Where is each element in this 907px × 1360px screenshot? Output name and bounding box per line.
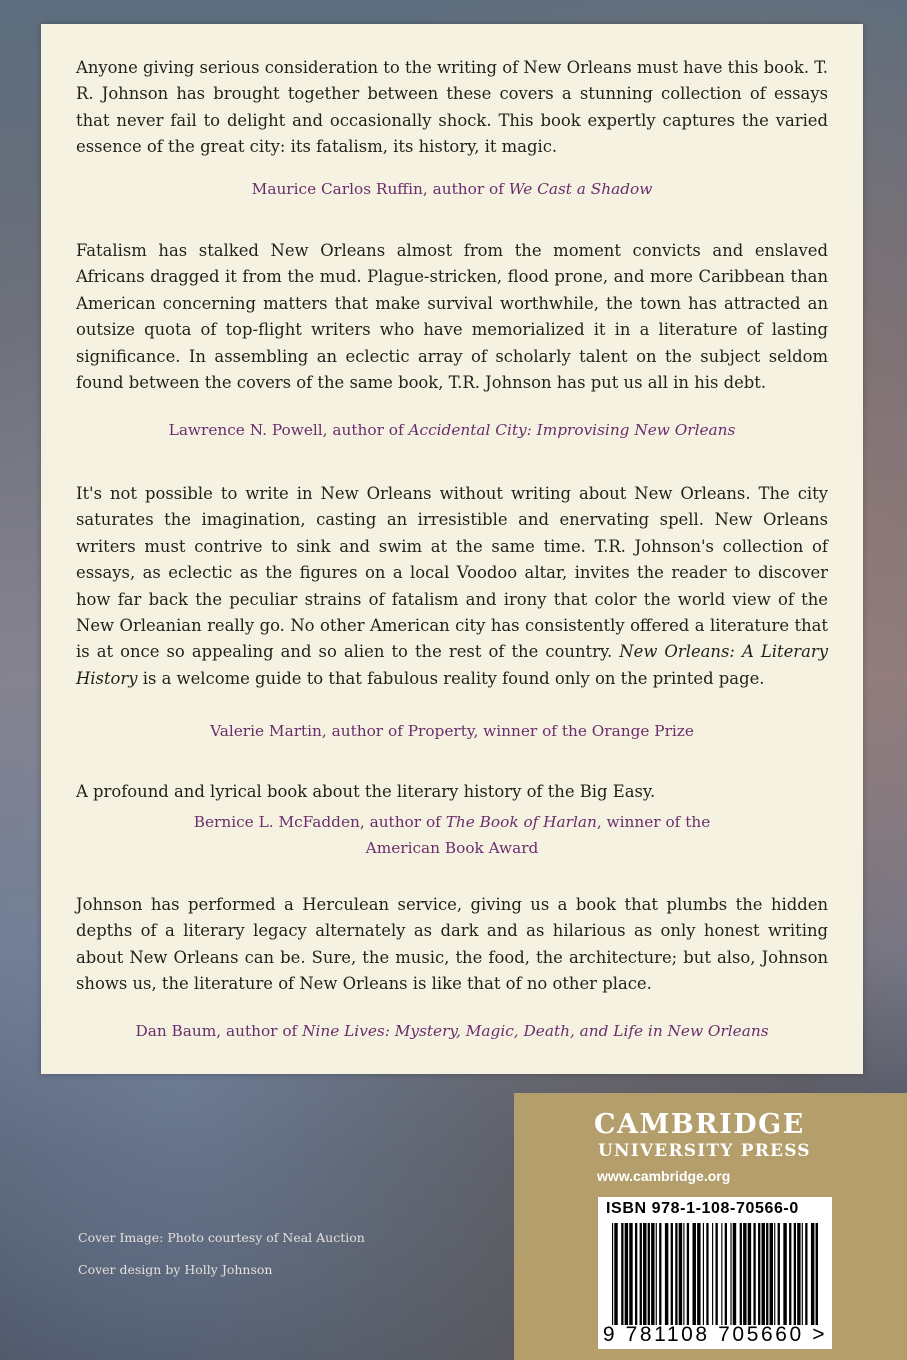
barcode-digits: 9 781108 705660 > xyxy=(602,1323,828,1346)
barcode-bar xyxy=(625,1223,628,1325)
barcode-bar xyxy=(651,1223,654,1325)
barcode-bar xyxy=(687,1223,689,1325)
barcode-bar xyxy=(621,1223,623,1325)
barcode-bar xyxy=(683,1223,684,1325)
attribution-1 xyxy=(76,176,828,202)
blurb-3-text: It's not possible to write in New Orleans without writing about New Orleans. The city saturates the imagination, casting an irresistible and enervating spell. New Orleans writers must contrive to sink and swim at the same time. T.R. Johnson's collection of essays, as eclectic as the figures on a local Voodoo altar, invites the reader to discover how far back the peculiar strains of fatalism and irony that color the world view of the New Orleanian really go. No other American city has consistently offered a literature that is at once so appealing and so alien to the rest of the country. xyxy=(76,484,828,662)
barcode-bar xyxy=(721,1223,722,1325)
barcode-bar xyxy=(612,1223,613,1325)
barcode-bar xyxy=(743,1223,746,1325)
blurb-4: A profound and lyrical book about the literary history of the Big Easy. xyxy=(76,782,656,801)
barcode-bar xyxy=(640,1223,642,1325)
barcode-bar xyxy=(712,1223,713,1325)
attribution-line2: American Book Award xyxy=(365,839,539,857)
publisher-url: www.cambridge.org xyxy=(597,1168,731,1184)
attribution-tail: , winner of the xyxy=(596,813,711,831)
barcode-bar xyxy=(797,1223,800,1325)
attribution-3: Valerie Martin, author of Property, winner of the Orange Prize xyxy=(210,722,694,740)
barcode-bar xyxy=(614,1223,617,1325)
barcode-bar xyxy=(725,1223,727,1325)
attribution-author: Maurice Carlos Ruffin, author of xyxy=(251,180,509,198)
blurb-3-text-end: is a welcome guide to that fabulous reality found only on the printed page. xyxy=(137,668,765,688)
barcode-bar xyxy=(753,1223,755,1325)
blurb-1: Anyone giving serious consideration to the writing of New Orleans must have this book. T. R. Johnson has brought together between these covers a stunning collection of essays that never fail to delight and occasionally shock. This book expertly captures the varied essence of the great city: its fatalism, its history, it magic. xyxy=(76,58,828,157)
barcode-bar xyxy=(679,1223,682,1325)
isbn-label: ISBN 978-1-108-70566-0 xyxy=(606,1200,799,1217)
attribution-work: The Book of Harlan xyxy=(445,813,597,831)
publisher-subtitle: UNIVERSITY PRESS xyxy=(598,1141,811,1161)
barcode-bar xyxy=(716,1223,718,1325)
barcode-bar xyxy=(733,1223,736,1325)
barcode-bar xyxy=(635,1223,637,1325)
cover-image-credit: Cover Image: Photo courtesy of Neal Auction xyxy=(78,1230,365,1245)
attribution-author: Dan Baum, author of xyxy=(135,1022,303,1040)
blurb-2: Fatalism has stalked New Orleans almost from the moment convicts and enslaved Africans dragged it from the mud. Plague-stricken, flood prone, and more Caribbean than American concerning matters that make survival worthwhile, the town has attracted an outsize quota of top-flight writers who have memorialized it in a literature of lasting significance. In assembling an eclectic array of scholarly talent on the subject seldom found between the covers of the same book, T.R. Johnson has put us all in his debt. xyxy=(76,241,828,393)
barcode-bar xyxy=(665,1223,668,1325)
isbn-barcode xyxy=(598,1197,832,1349)
barcode-bar xyxy=(766,1223,768,1325)
barcode-bar xyxy=(770,1223,773,1325)
barcode-bar xyxy=(802,1223,803,1325)
barcode-bar xyxy=(675,1223,677,1325)
barcode-bar xyxy=(740,1223,742,1325)
attribution-5 xyxy=(76,1018,828,1044)
barcode-bar xyxy=(629,1223,632,1325)
barcode-bar xyxy=(730,1223,731,1325)
publisher-band xyxy=(514,1093,907,1360)
barcode-bar xyxy=(656,1223,657,1325)
barcode-bars xyxy=(612,1223,818,1325)
barcode-bar xyxy=(816,1223,818,1325)
barcode-bar xyxy=(643,1223,646,1325)
barcode-bar xyxy=(794,1223,796,1325)
barcode-bar xyxy=(778,1223,780,1325)
blurb-3 xyxy=(76,481,828,692)
barcode-bar xyxy=(706,1223,708,1325)
endorsements-panel xyxy=(41,24,863,1074)
barcode-bar xyxy=(789,1223,791,1325)
barcode-bar xyxy=(659,1223,661,1325)
barcode-bar xyxy=(783,1223,786,1325)
barcode-bar xyxy=(697,1223,700,1325)
barcode-bar xyxy=(693,1223,696,1325)
blurb-5: Johnson has performed a Herculean service, giving us a book that plumbs the hidden depths of a literary legacy alternately as dark and as hilarious as only honest writing about New Orleans can be. Sure, the music, the food, the architecture; but also, Johnson shows us, the literature of New Orleans is like that of no other place. xyxy=(76,895,828,994)
barcode-bar xyxy=(703,1223,704,1325)
cover-design-credit: Cover design by Holly Johnson xyxy=(78,1262,273,1277)
barcode-bar xyxy=(762,1223,765,1325)
barcode-bar xyxy=(671,1223,673,1325)
attribution-author: Bernice L. McFadden, author of xyxy=(193,813,446,831)
attribution-work: Accidental City: Improvising New Orleans xyxy=(408,421,736,439)
publisher-name: CAMBRIDGE xyxy=(594,1109,805,1140)
barcode-bar xyxy=(774,1223,775,1325)
attribution-4 xyxy=(76,809,828,861)
barcode-bar xyxy=(648,1223,650,1325)
attribution-author: Lawrence N. Powell, author of xyxy=(168,421,409,439)
barcode-bar xyxy=(748,1223,751,1325)
attribution-work: Nine Lives: Mystery, Magic, Death, and Life in New Orleans xyxy=(302,1022,769,1040)
barcode-bar xyxy=(805,1223,807,1325)
barcode-bar xyxy=(758,1223,760,1325)
barcode-bar xyxy=(811,1223,814,1325)
attribution-work: We Cast a Shadow xyxy=(508,180,653,198)
blurb-3-book-title: New Orleans: A Literary History xyxy=(76,642,828,688)
attribution-2 xyxy=(76,417,828,443)
